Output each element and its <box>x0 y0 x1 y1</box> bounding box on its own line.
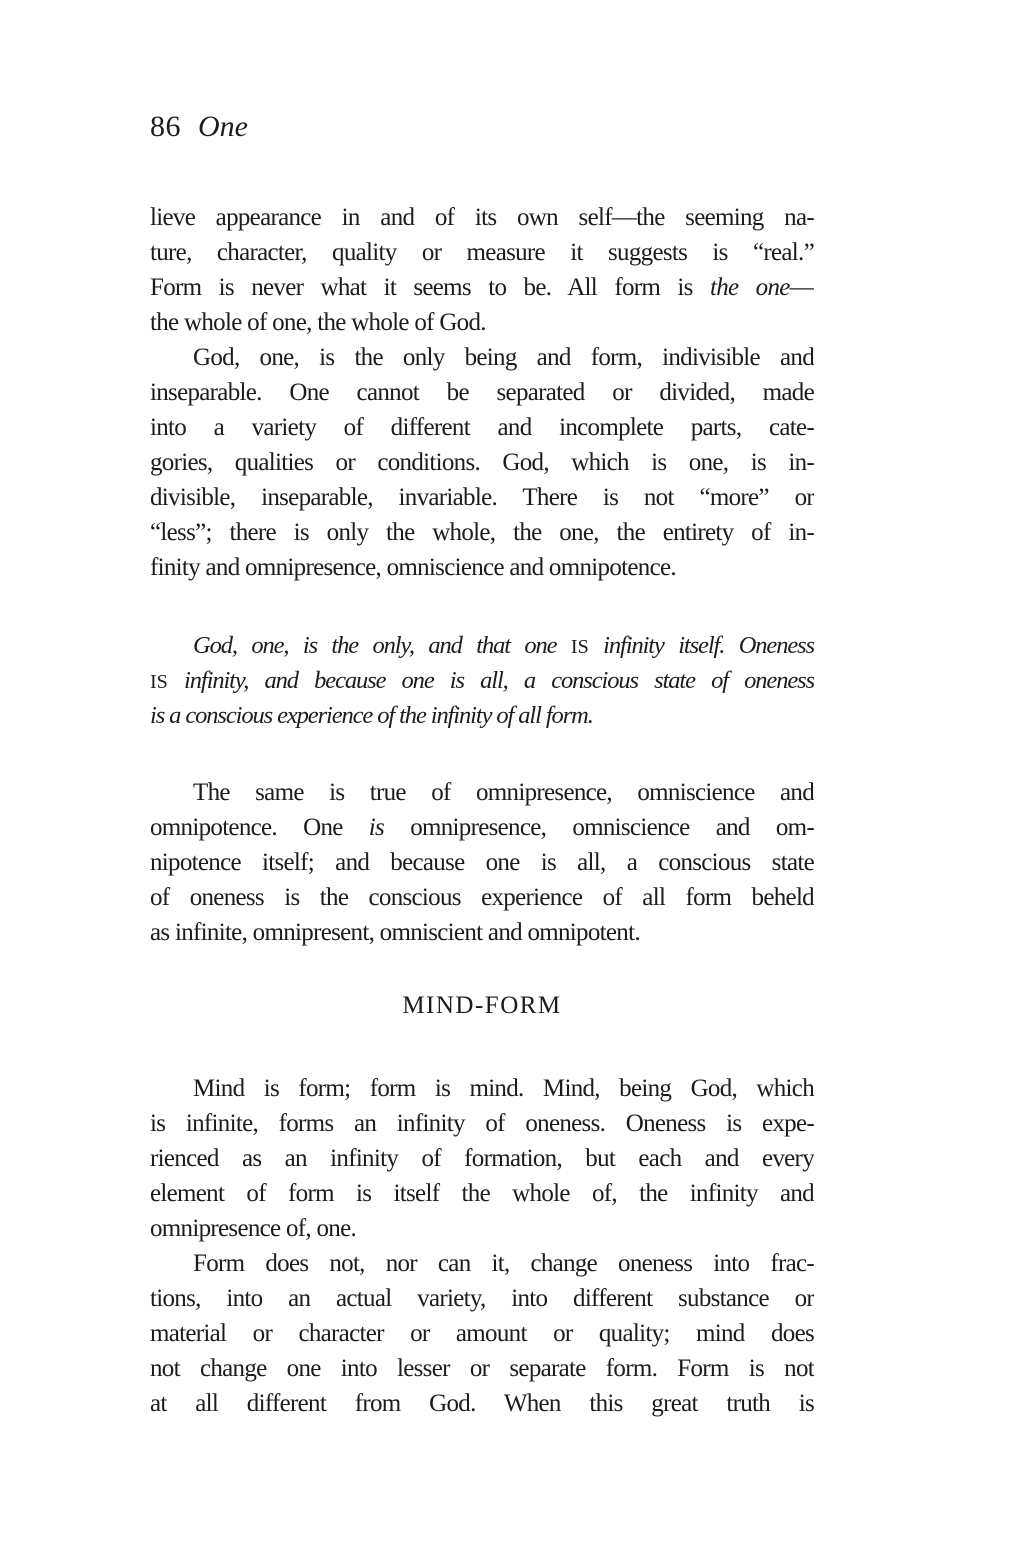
small-caps-text: IS <box>570 636 589 658</box>
text-segment: element of form is itself the whole of, the infinity and <box>150 1180 814 1207</box>
text-line <box>150 445 814 480</box>
text-line <box>150 845 814 880</box>
section-heading: MIND-FORM <box>402 992 562 1019</box>
text-segment: inseparable. One cannot be separated or divided, made <box>150 379 814 406</box>
paragraph <box>150 340 814 585</box>
text-line <box>150 1246 814 1281</box>
text-segment: nipotence itself; and because one is all, a conscious state <box>150 849 814 876</box>
text-line <box>150 915 814 950</box>
text-line <box>150 515 814 550</box>
page-number: 86 <box>150 110 181 143</box>
text-segment: Form does not, nor can it, change oneness into frac- <box>193 1250 814 1277</box>
text-line <box>150 663 814 698</box>
block-quote <box>150 628 814 733</box>
text-segment: infinity, and because one is all, a conscious state of oneness <box>167 667 814 694</box>
text-line <box>150 305 814 340</box>
text-segment: tions, into an actual variety, into different substance or <box>150 1285 814 1312</box>
text-line <box>150 1106 814 1141</box>
text-line <box>150 235 814 270</box>
text-segment: “less”; there is only the whole, the one, the entirety of in- <box>150 519 814 546</box>
small-caps-text: IS <box>150 671 168 693</box>
text-segment: the whole of one, the whole of God. <box>150 309 486 336</box>
text-line <box>150 375 814 410</box>
page-body-text <box>150 200 814 1421</box>
text-segment: lieve appearance in and of its own self—the seeming na- <box>150 204 814 231</box>
text-segment: as infinite, omnipresent, omniscient and omnipotent. <box>150 919 640 946</box>
italic-text: the one <box>709 274 790 301</box>
text-line <box>150 1071 814 1106</box>
text-segment: — <box>789 274 814 301</box>
text-segment: is a conscious experience of the infinity of all form. <box>150 702 593 729</box>
text-line <box>150 550 814 585</box>
text-segment: finity and omnipresence, omniscience and omnipotence. <box>150 554 676 581</box>
text-segment: omnipresence of, one. <box>150 1215 357 1242</box>
paragraph <box>150 200 814 340</box>
paragraph <box>150 775 814 950</box>
text-line <box>150 1281 814 1316</box>
text-line <box>150 810 814 845</box>
text-line <box>150 270 814 305</box>
text-segment: Mind is form; form is mind. Mind, being God, which <box>193 1075 814 1102</box>
text-segment: omnipotence. One <box>150 814 369 841</box>
text-segment: God, one, is the only, and that one <box>193 632 571 659</box>
text-line <box>150 698 814 733</box>
text-segment: Form is never what it seems to be. All form is <box>150 274 710 301</box>
text-segment: of oneness is the conscious experience of all form beheld <box>150 884 814 911</box>
text-line <box>150 1176 814 1211</box>
text-segment: gories, qualities or conditions. God, which is one, is in- <box>150 449 814 476</box>
text-segment: The same is true of omnipresence, omniscience and <box>193 779 814 806</box>
text-segment: divisible, inseparable, invariable. There is not “more” or <box>150 484 814 511</box>
text-line <box>150 340 814 375</box>
paragraph <box>150 1246 814 1421</box>
text-segment: ture, character, quality or measure it suggests is “real.” <box>150 239 814 266</box>
text-segment: omnipresence, omniscience and om- <box>384 814 814 841</box>
text-line <box>150 1141 814 1176</box>
text-line <box>150 775 814 810</box>
text-line <box>150 1316 814 1351</box>
running-title: One <box>198 110 248 143</box>
text-line <box>150 200 814 235</box>
text-segment: into a variety of different and incomplete parts, cate- <box>150 414 814 441</box>
text-line <box>150 410 814 445</box>
text-segment: material or character or amount or quality; mind does <box>150 1320 814 1347</box>
text-segment: God, one, is the only being and form, indivisible and <box>193 344 814 371</box>
text-segment: not change one into lesser or separate form. Form is not <box>150 1355 814 1382</box>
paragraph <box>150 1071 814 1246</box>
running-header <box>150 110 248 144</box>
text-segment: rienced as an infinity of formation, but each and every <box>150 1145 814 1172</box>
text-line <box>150 1211 814 1246</box>
text-segment: infinity itself. Oneness <box>588 632 814 659</box>
text-segment: is infinite, forms an infinity of oneness. Oneness is expe- <box>150 1110 814 1137</box>
text-blocks <box>150 200 814 1421</box>
text-line <box>150 628 814 663</box>
text-line <box>150 480 814 515</box>
italic-text: is <box>368 814 385 841</box>
text-segment: at all different from God. When this great truth is <box>150 1390 814 1417</box>
text-line <box>150 880 814 915</box>
text-line <box>150 1351 814 1386</box>
text-line <box>150 1386 814 1421</box>
